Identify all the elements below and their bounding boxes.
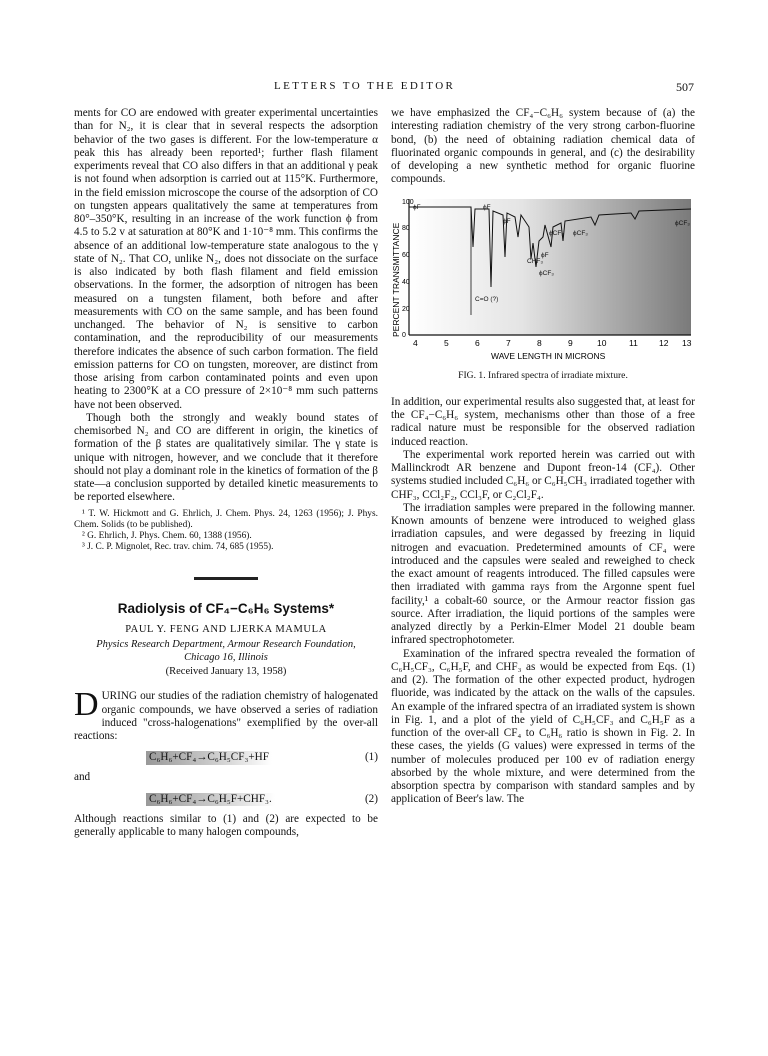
x-tick-label: 8	[537, 337, 542, 348]
y-tick-label: 0	[402, 331, 406, 339]
y-axis-label: PERCENT TRANSMITTANCE	[391, 222, 401, 337]
x-tick-label: 4	[413, 337, 418, 348]
x-tick-label: 9	[568, 337, 573, 348]
page-number: 507	[676, 80, 694, 94]
drop-cap: D	[74, 686, 99, 724]
annotation: ϕF	[541, 251, 549, 259]
equation-2-text: C₆H₆+CF₄→C₆H₅F+CHF₃.	[146, 793, 275, 806]
figure-caption: FIG. 1. Infrared spectra of irradiate mixture.	[458, 369, 628, 381]
x-tick-label: 13	[682, 337, 692, 348]
annotation: ϕCF₃	[549, 229, 564, 237]
paragraph: The irradiation samples were prepared in the following manner. Known amounts of benzene were introduced to weighed glass irradiation capsules, and were degassed by freezing in liquid nitrogen and evacuation. Predetermined amounts of CF₄ were introduced and the capsules were sealed and reweighed to check the exact amount of reagents introduced. The filled capsules were then irradiated with gamma rays from the Argonne spent fuel facility,¹ a cobalt-60 source, or the Armour reactor fission gas source. After irradiation, the liquid portions of the samples were analyzed directly by a Perkin-Elmer Model 21 double beam infrared spectrophotometer.	[391, 501, 695, 647]
x-tick-label: 7	[506, 337, 511, 348]
annotation: ϕF	[483, 203, 491, 211]
equation-1-text: C₆H₆+CF₄→C₆H₅CF₃+HF	[146, 751, 272, 764]
annotation: ϕCF₃	[573, 229, 588, 237]
affiliation-city: Chicago 16, Illinois	[184, 651, 268, 663]
paragraph: The experimental work reported herein was carried out with Mallinckrodt AR benzene and Dupont freon-14 (CF₄). Other systems studied included C₆H₆ or C₆H₅CH₃ irradiated together with CHF₃, CCl₂F₂, CCl₃F, or C₂Cl₂F₄.	[391, 448, 695, 501]
equation-2	[74, 793, 378, 809]
annotation: ϕCF₃	[675, 219, 690, 227]
article-title: Radiolysis of CF₄−C₆H₆ Systems*	[117, 600, 335, 616]
x-tick-label: 12	[659, 337, 669, 348]
annotation: ϕCF₃	[539, 269, 554, 277]
equation-2-number: (2)	[364, 792, 378, 805]
y-tick-label: 40	[402, 278, 410, 286]
x-tick-labels	[413, 338, 692, 348]
y-tick-label: 60	[402, 251, 410, 259]
right-column	[391, 107, 695, 807]
equation-1-number: (1)	[364, 751, 378, 764]
intro-text: URING our studies of the radiation chemistry of halogenated organic compounds, we have observed a series of radiation induced "cross-halogenations" exemplified by the over-all reactions:	[74, 690, 378, 742]
article-authors: PAUL Y. FENG AND LJERKA MAMULA	[125, 623, 327, 635]
x-tick-label: 10	[597, 337, 607, 348]
paragraph: ments for CO are endowed with greater experimental uncertainties than for N₂, it is clear that in several respects the adsorption behavior of the two gases is different. For the low-temperature α peak this has already been reported¹; further flash filament experiments reveal that CO also differs in that an additional γ peak is not found when adsorption is carried out at 115°K. Furthermore, in the field emission microscope the course of the adsorption of CO on tungsten appears qualitatively the same at temperatures from 80°–350°K, resulting in an increase of the work function ϕ from 4.5 to 5.2 v at saturation at 80°K and 1·10⁻⁸ mm. This confirms the absence of an additional low-temperature state analogous to the γ state of N₂. That CO, unlike N₂, does not dissociate on the surface is also indicated by both flash filament and field emission observations. In the former, the adsorption of nitrogen has been measured on a tungsten filament, both before and after measurements with CO on the same sample, and has been found unchanged. The behavior of N₂ is sensitive to carbon contamination, and the reproducibility of our measurements therefore indicates the absence of such carbon formation. The field emission patterns for CO on tungsten, moreover, are distinct from those arising from carbon contaminated points and even upon heating to 2300°K at a CO pressure of 2×10⁻⁸ mm such patterns have not been observed.	[74, 107, 378, 411]
figure-1	[391, 197, 695, 367]
section-divider	[194, 577, 258, 580]
paragraph: Though both the strongly and weakly bound states of chemisorbed N₂ and CO are different in origin, the kinetics of formation of the β states are qualitatively similar. The γ state is unique with nitrogen, however, and we conclude that it therefore should not play a dominant role in the kinetics of formation of the β state—a conclusion supported by detailed kinetic measurements to be reported elsewhere.	[74, 411, 378, 504]
intro-paragraph	[74, 686, 378, 743]
footnote: ¹ T. W. Hickmott and G. Ehrlich, J. Chem. Phys. 24, 1263 (1956); J. Phys. Chem. Solids (to be published).	[74, 508, 378, 530]
affiliation: Physics Research Department, Armour Research Foundation,	[96, 639, 356, 650]
running-header	[74, 80, 694, 96]
y-tick-label: 20	[402, 305, 410, 313]
x-tick-label: 6	[475, 337, 480, 348]
footnotes	[74, 509, 378, 553]
y-tick-label: 100	[402, 198, 414, 206]
equation-1	[74, 751, 378, 767]
plot-area	[409, 199, 691, 335]
annotation: CHF₃	[527, 257, 544, 265]
annotation: ϕF	[413, 203, 421, 211]
paragraph: In addition, our experimental results also suggested that, at least for the CF₄−C₆H₆ system, mechanisms other than those of a free radical nature must be responsible for the observed radiation induced reaction.	[391, 395, 695, 448]
x-axis-label: WAVE LENGTH IN MICRONS	[491, 350, 606, 361]
paragraph: Examination of the infrared spectra revealed the formation of C₆H₅CF₃, C₆H₅F, and CHF₃ as would be expected from Eqs. (1) and (2). The formation of the other expected product, hydrogen fluoride, was indicated by the attack on the walls of the capsules. An example of the infrared spectra of an irradiated system is shown in Fig. 1, and a plot of the yield of C₆H₅CF₃ and C₆H₅F as a function of the over-all CF₄ to C₆H₆ ratio is shown in Fig. 2. In these cases, the yields (G values) were expressed in terms of the number of molecules produced per 100 ev of radiation energy absorbed by the whole mixture, and were determined from the absorption spectra by comparison with standard samples and by application of Beer's law. The	[391, 647, 695, 806]
received-date: (Received January 13, 1958)	[165, 666, 287, 677]
x-tick-label: 5	[444, 337, 449, 348]
y-tick-label: 80	[402, 224, 410, 232]
paragraph: Although reactions similar to (1) and (2) are expected to be generally applicable to many halogen compounds,	[74, 812, 378, 838]
infrared-spectrum-chart	[391, 197, 695, 367]
footnote: ³ J. C. P. Mignolet, Rec. trav. chim. 74, 685 (1955).	[82, 541, 274, 552]
footnote: ² G. Ehrlich, J. Phys. Chem. 60, 1388 (1956).	[82, 530, 252, 541]
annotation: ϕF	[503, 217, 511, 225]
left-column	[74, 107, 378, 839]
and-word: and	[74, 771, 91, 784]
paragraph: we have emphasized the CF₄−C₆H₆ system because of (a) the interesting radiation chemistry of the very strong carbon-fluorine bond, (b) the need of obtaining radiation chemical data of fluorinated organic compounds in general, and (c) the desirability of developing a new synthetic method for organic fluorine compounds.	[391, 107, 695, 186]
running-head: LETTERS TO THE EDITOR	[274, 80, 456, 92]
annotation: C=O (?)	[475, 295, 499, 303]
x-tick-label: 11	[629, 337, 638, 348]
